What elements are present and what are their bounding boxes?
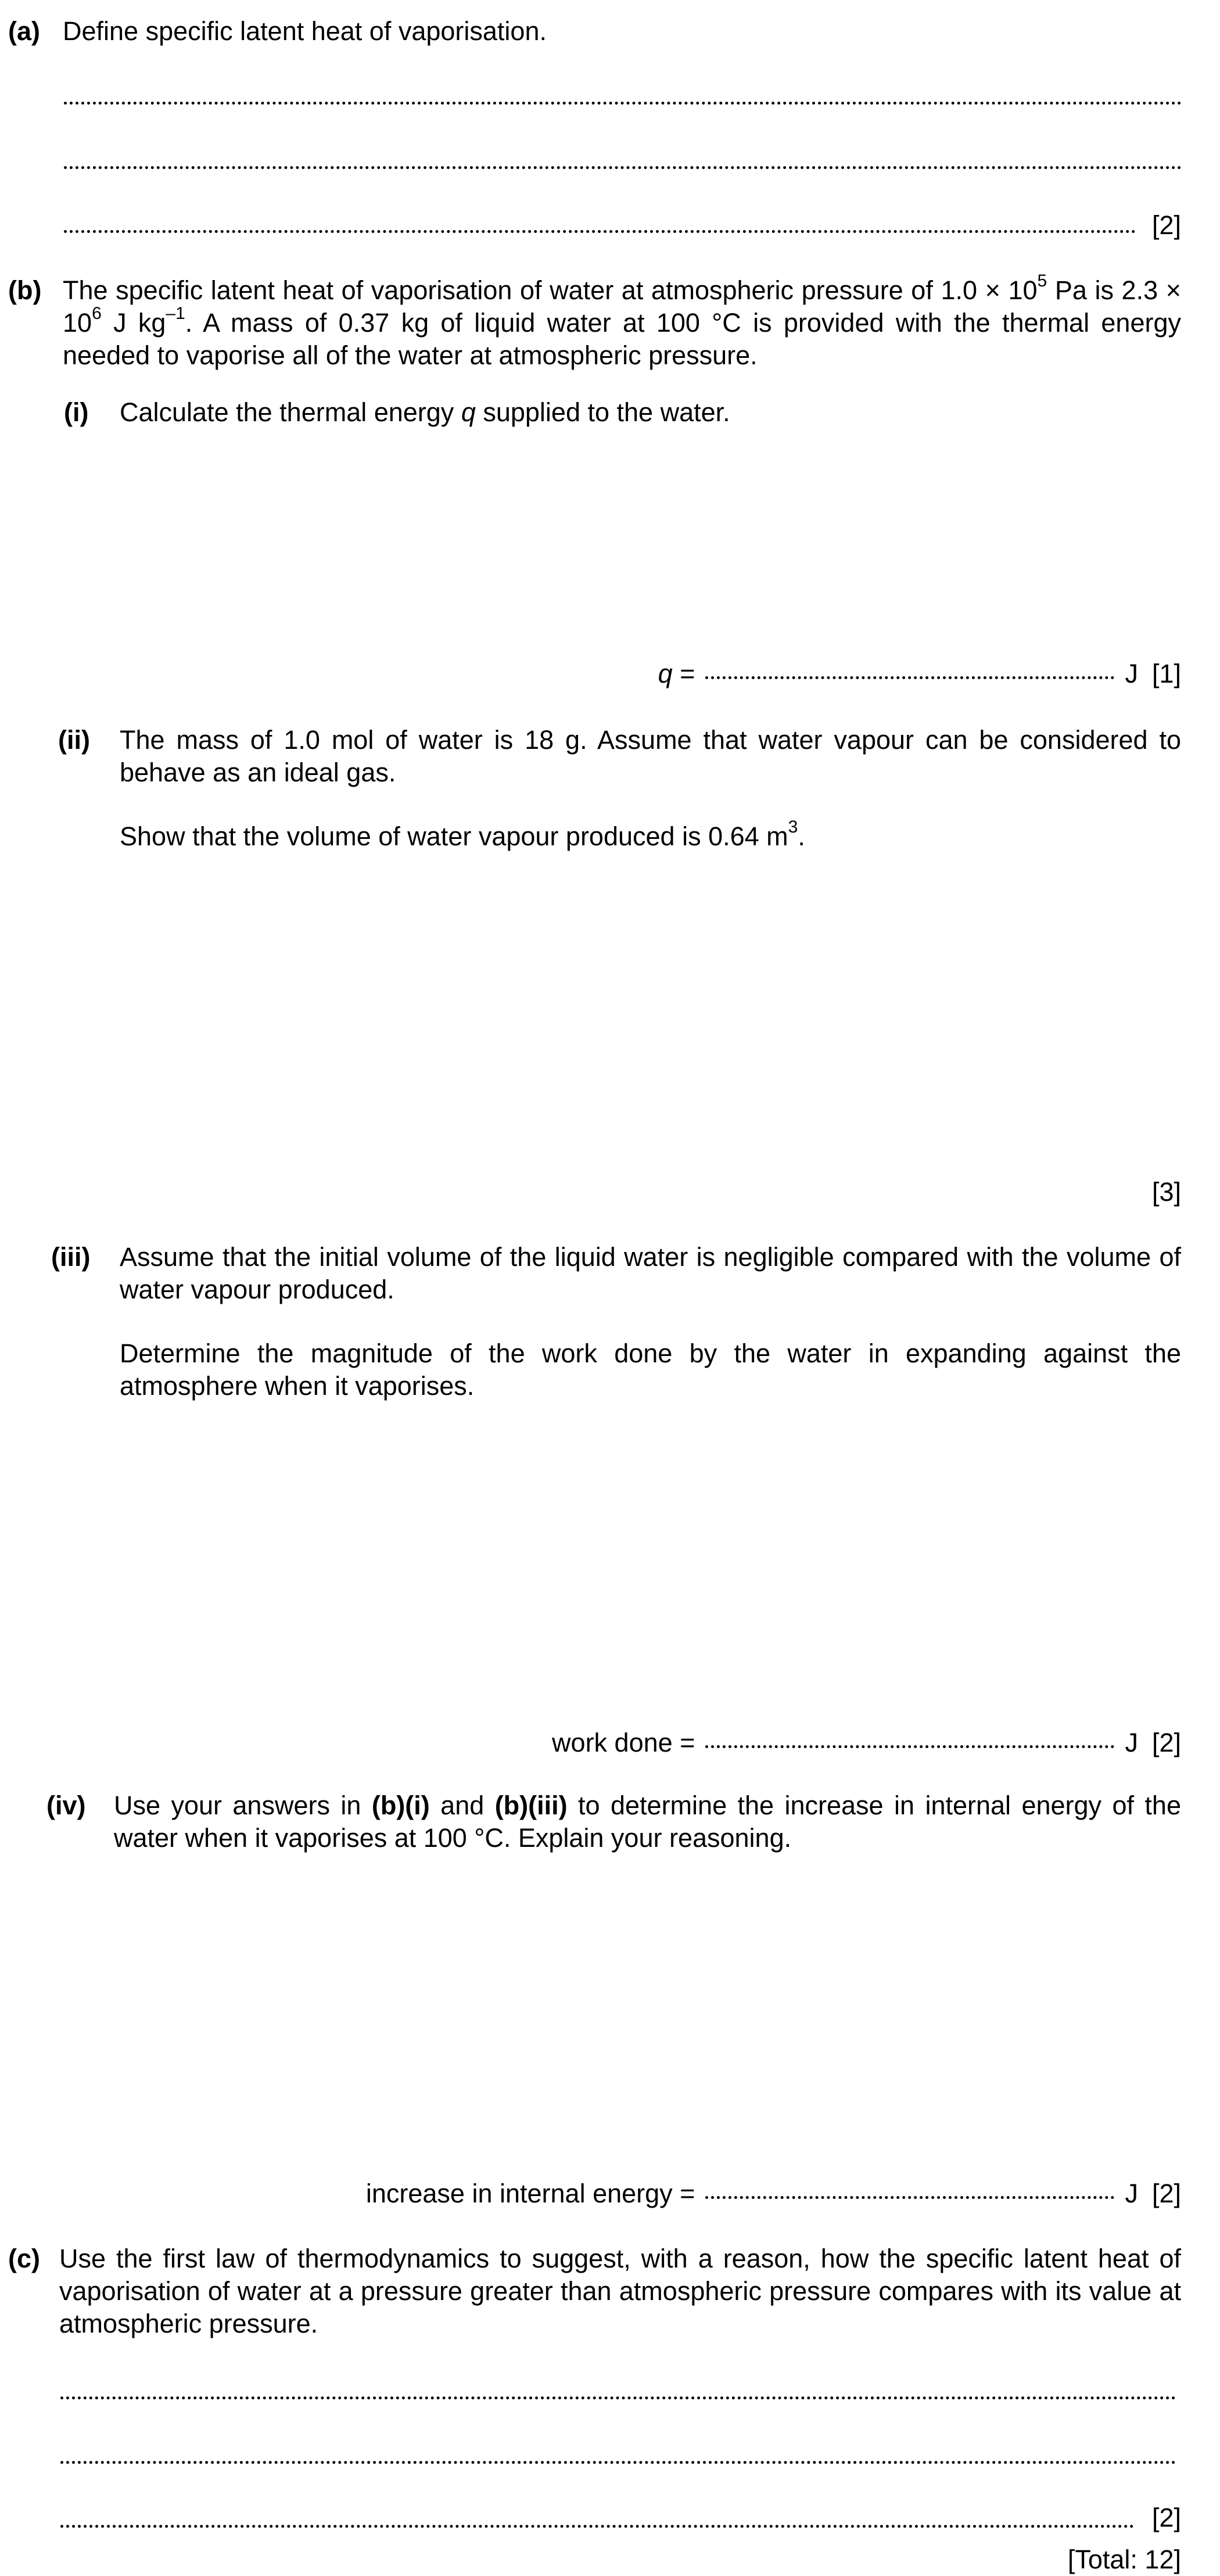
part-b-iv-text: Use your answers in (b)(i) and (b)(iii) to determine the increase in internal energy of the water when it vaporises at 100 °C. Explain your reasoning. [114, 1791, 1181, 1853]
part-b-iv-answer-field[interactable] [705, 2196, 1114, 2199]
part-b-iv-ref-2: (b)(iii) [494, 1791, 568, 1820]
part-b-iv-answer-row [366, 2177, 1181, 2210]
part-a-answer-line-3[interactable] [64, 230, 1136, 233]
part-b-iii-answer-field[interactable] [705, 1745, 1114, 1748]
part-b-i-answer-label: q = [658, 659, 695, 688]
part-c-marks: [2] [1151, 2503, 1181, 2532]
part-c-answer-line-1[interactable] [60, 2396, 1176, 2399]
part-a-label: (a) [8, 16, 40, 46]
part-c-answer-line-3[interactable] [60, 2525, 1134, 2528]
part-b-iii-unit: J [1125, 1728, 1138, 1757]
part-b-ii-marks: [3] [1151, 1177, 1181, 1207]
part-b-ii-text-2: Show that the volume of water vapour produced is 0.64 $m^3$. [120, 817, 805, 851]
part-b-i-question: Calculate the thermal energy q supplied to the water. [120, 397, 730, 427]
part-b-ii-text-1: The mass of 1.0 mol of water is 18 g. Assume that water vapour can be considered to behave as an ideal gas. [120, 725, 1181, 787]
part-c-question: Use the first law of thermodynamics to suggest, with a reason, how the specific latent heat of vaporisation of water at a pressure greater than atmospheric pressure compares with its value at atmospheric pressure. [59, 2244, 1181, 2338]
part-a-answer-line-2[interactable] [64, 166, 1182, 169]
part-b-iv-unit: J [1125, 2179, 1138, 2208]
part-b-iii-answer-label: work done = [552, 1728, 695, 1757]
part-b-iii-answer-row [552, 1727, 1181, 1759]
part-b-i-label: (i) [64, 397, 89, 427]
part-b-iii-marks: [2] [1151, 1728, 1181, 1757]
total-marks: [Total: 12] [1067, 2545, 1181, 2574]
part-b-iv-label: (iv) [46, 1791, 86, 1820]
part-b-i-marks: [1] [1151, 659, 1181, 688]
part-a-marks: [2] [1151, 210, 1181, 240]
part-b-iv-marks: [2] [1151, 2179, 1181, 2208]
part-b-i-answer-field[interactable] [705, 676, 1114, 679]
part-b-label: (b) [8, 275, 42, 305]
part-c-answer-line-2[interactable] [60, 2461, 1176, 2464]
part-b-ii-label: (ii) [58, 725, 90, 755]
part-b-i-answer-row [658, 658, 1181, 690]
part-b-intro: The specific latent heat of vaporisation of water at atmospheric pressure of $1.0 \times 10^5$ Pa is $2.3 \times 10^6$ J $kg^{-1}$. A mass of 0.37 kg of liquid water at 100 °C is provided with the thermal energy needed to vaporise all of the water at atmospheric pressure. [63, 271, 1181, 370]
part-b-iii-label: (iii) [51, 1242, 91, 1272]
part-a-answer-line-1[interactable] [64, 102, 1182, 105]
part-b-iv-ref-1: (b)(i) [371, 1791, 430, 1820]
part-b-iii-text-1: Assume that the initial volume of the liquid water is negligible compared with the volume of water vapour produced. [120, 1242, 1181, 1304]
part-a-question: Define specific latent heat of vaporisation. [63, 16, 547, 46]
part-b-iii-text-2: Determine the magnitude of the work done by the water in expanding against the atmosphere when it vaporises. [120, 1339, 1181, 1401]
part-b-i-unit: J [1125, 659, 1138, 688]
part-b-iv-answer-label: increase in internal energy = [365, 2179, 695, 2208]
part-c-label: (c) [8, 2244, 40, 2273]
